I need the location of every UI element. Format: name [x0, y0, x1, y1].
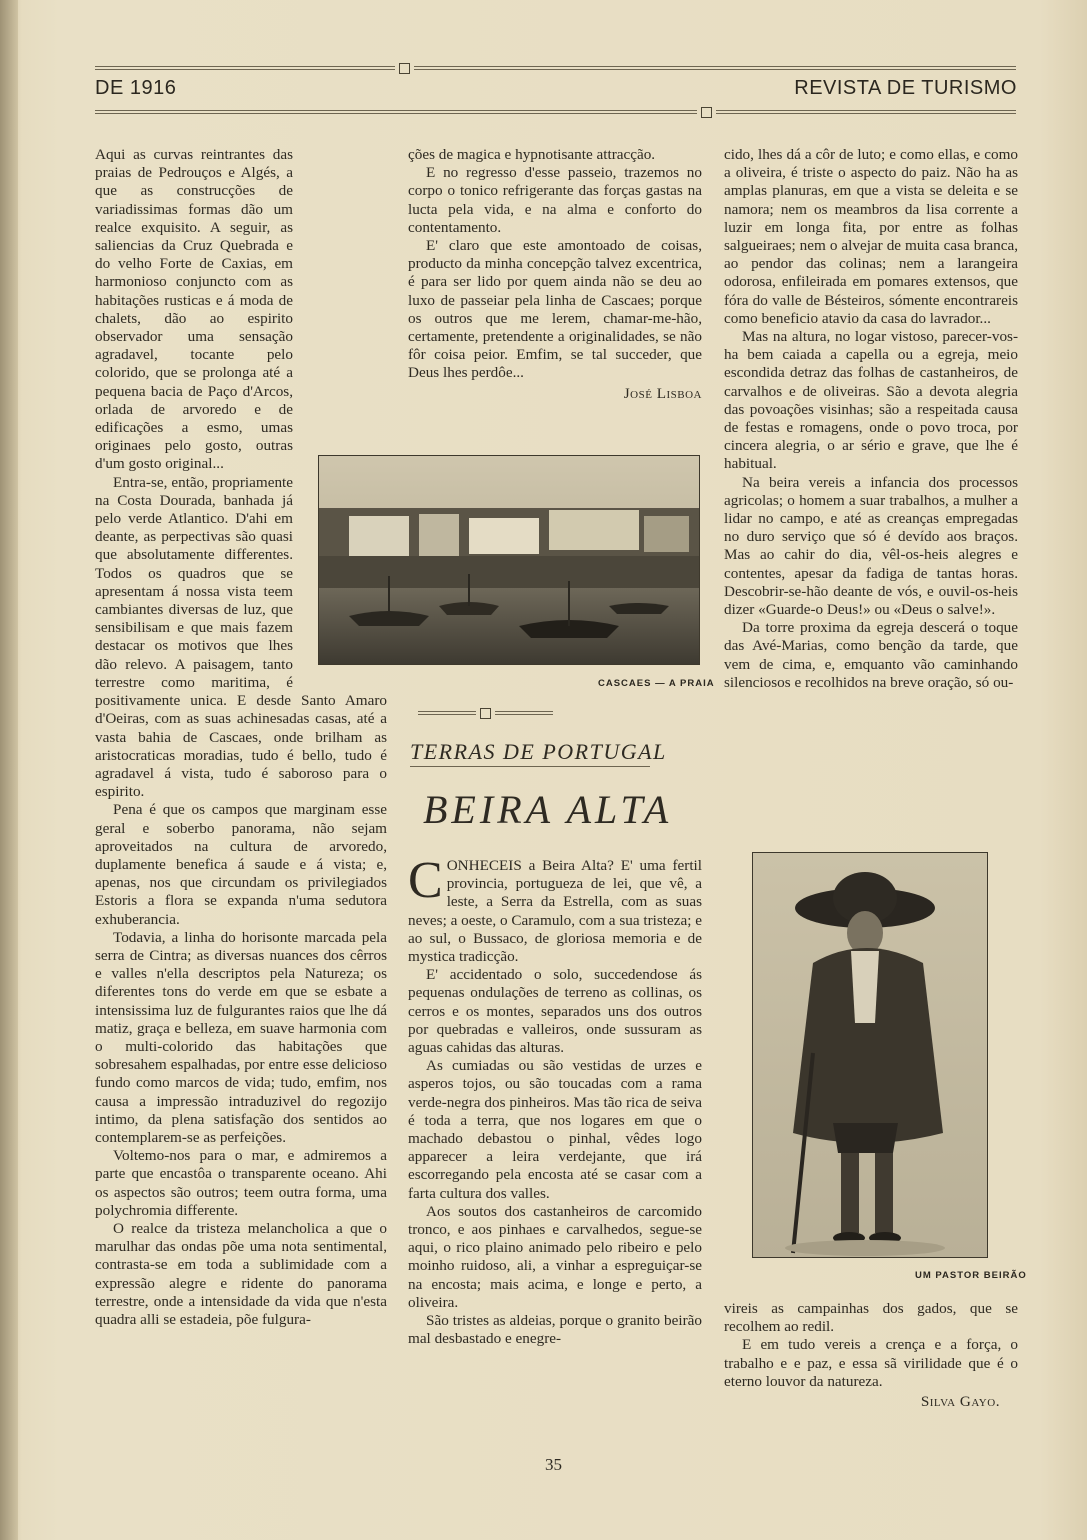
header-rule-top-right — [414, 66, 1016, 70]
beira-paragraph-2: E' accidentado o solo, succedendose ás pequenas ondulações de terreno as collinas, os cerros e os montes, separados uns dos outros por quebradas e valleiros, onde sussuram as aguas cahidas das alturas. — [408, 966, 702, 1057]
col2-paragraph-3: E' claro que este amontoado de coisas, producto da minha concepção talvez excentrica, é para ser lido por quem ainda não se deu ao luxo de passeiar pela linha de Cascaes; porque os outros que me lerem, chamar-me-hão, certamente, pretendente a originalidades, se não fôr coisa peior. Emfim, se tal succeder, que Deus lhes perdôe... — [408, 237, 702, 382]
header-ornament-top — [399, 63, 410, 74]
photo-pastor-beirao — [752, 852, 988, 1258]
col3-paragraph-1: cido, lhes dá a côr de luto; e como ellas, e como a oliveira, é triste o aspecto do paiz. Não ha as amplas planuras, em que a vista se deleita e se namora; nem os meambros da lisa corrente a luzir em longa fita, por entre as folhas salgueiraes; nem o alvejar de muita casa branca, ao pendor das colinas; nem a larangeira odorosa, enfileirada em pomares extensos, que fóra do valle de Bésteiros, sómente encontrareis como beneficio atavio da casa do lavrador... — [724, 146, 1018, 327]
col2-paragraph-2: E no regresso d'esse passeio, trazemos no corpo o tonico refrigerante das forças gastas na lucta pela vida, e na alma e conforto do contentamento. — [408, 164, 702, 236]
page-edge-shadow — [0, 0, 18, 1540]
beira-paragraph-3: As cumiadas ou são vestidas de urzes e asperos tojos, ou são toucadas com a rama verde-negra dos pinheiros. Mas tão rica de seiva é toda a terra, que nos logares em que o machado debastou o pinhal, vêdes logo apparecer a leira verdejante, que irá escorregando pela encosta até se casar com a farta cultura dos valles. — [408, 1057, 702, 1202]
divider-right — [495, 711, 553, 715]
col1-paragraph-6: O realce da tristeza melancholica a que o marulhar das ondas põe uma nota sentimental, contrasta-se em toda a sublimidade com a expressão alegre e ridente do panorama terrestre, onde a intensidade da vida que n'esta quadra alli se estadeia, põe fulgura- — [95, 1219, 387, 1328]
header-date: DE 1916 — [95, 77, 177, 99]
col3-paragraph-2: Mas na altura, no logar vistoso, parecer-vos-ha bem caiada a capella ou a egreja, meio escondida detraz das folhas de castanheiros, de carvalhos e de oliveiras. São a devota alegria das povoações visinhas; são a respeitada causa de festas e romagens, onde o povo troca, por cincera alegria, o ar sério e grave, que lhe é habitual. — [724, 328, 1018, 473]
col3-paragraph-4: Da torre proxima da egreja descerá o toque das Avé-Marias, como benção da tarde, que vem de cima, e, emquanto vão caminhando silenciosos e recolhidos na breve oração, só ou- — [724, 619, 1018, 691]
divider-left — [418, 711, 476, 715]
signature-silva-gayo: Silva Gayo. — [920, 1393, 1000, 1411]
column-1 — [95, 146, 387, 1436]
header-rule-top-left — [95, 66, 395, 70]
col3-paragraph-3: Na beira vereis a infancia dos processos agricolas; o homem a suar trabalhos, a mulher a lidar no campo, e até as creanças empregadas no duro serviço que só é devído aos braços. Mas ao cahir do dia, vêl-os-heis alegres e contentes, apesar da fadiga de tantas horas. Descobrir-se-hão deante de vós, e ouvil-os-heis dizer «Guarde-o Deus!» ou «Deus o salve!». — [724, 473, 1018, 619]
beira-paragraph-1: ONHECEIS a Beira Alta? E' uma fertil provincia, portugueza de lei, que vê, a leste, a Serra da Estrella, com as suas neves; a oeste, o Caramulo, com a sua tristeza; e ao sul, o Bussaco, de gloriosa memoria e de mystica tradicção. — [408, 857, 702, 966]
caption-pastor: UM PASTOR BEIRÃO — [915, 1270, 1027, 1281]
article-title: BEIRA ALTA — [423, 787, 673, 832]
col3-paragraph-5: vireis as campainhas dos gados, que se recolhem ao redil. — [724, 1300, 1018, 1336]
section-heading: TERRAS DE PORTUGAL — [410, 739, 667, 764]
divider-ornament — [480, 708, 491, 719]
col1-paragraph-4: Todavia, a linha do horisonte marcada pela serra de Cintra; as diversas nuances dos cêrros e valles n'ella descriptos pela Natureza; os diferentes tons do verde em que se esbate a intensissima luz de fulgurantes raios que lhe dá matiz, graça e belleza, em suave harmonia com o multi-colorido das habitações que sobresahem espalhadas, por entre esse delicioso fundo como marcos de vida; tudo, emfim, nos causa a impressão intraduzivel do regozijo intimo, da plena satisfação dos sentidos ao contemplarem-se as perfeições. — [95, 928, 387, 1146]
drop-cap: C — [408, 852, 443, 909]
header-title: REVISTA DE TURISMO — [794, 77, 1017, 99]
caption-cascaes: CASCAES — A PRAIA — [598, 678, 715, 689]
header-ornament-bottom — [701, 107, 712, 118]
column-2-top — [408, 146, 702, 403]
signature-jose-lisboa: José Lisboa — [623, 384, 702, 402]
col1-paragraph-1: Aqui as curvas reintrantes das praias de Pedrouços e Algés, a que as construcções de variadissimas formas dão um realce exquisito. A seguir, as saliencias da Cruz Quebrada e do velho Forte de Caxias, em harmonioso conjuncto com as habitações rusticas e á moda de chalets, dão ao espirito observador uma sensação agradavel, tocante pelo colorido, que se prolonga até a pequena bacia de Paço d'Arcos, orlada de arvoredo e de edificações a esmo, umas originaes pelo gosto, outras d'um gosto original... — [95, 146, 293, 473]
photo-cascaes-beach — [318, 455, 700, 665]
cascaes-illustration — [319, 456, 699, 664]
header-rule-bottom-left — [95, 110, 697, 114]
col1-paragraph-5: Voltemo-nos para o mar, e admiremos a parte que encastôa o transparente oceano. Ahi os aspectos são outros; teem outra forma, uma polychromia differente. — [95, 1147, 387, 1219]
col1-paragraph-2: Entra-se, então, propriamente na Costa Dourada, banhada já pelo verde Atlantico. D'ahi em deante, as perpectivas são quasi que absolutamente differentes. Todos os quadros que se apresentam á nossa vista teem cambiantes diversas de luz, que sensibilisam e que mais fazem destacar os motivos que lhes dão relevo. A paisagem, tanto terrestre como maritima, é positivamente unica. E desde Santo Amaro d'Oeiras, com as suas achinesadas casas, até a vasta bahia de Cascaes, onde brilham as aristocraticas moradias, tudo é bello, tudo é agradavel á vista, tudo é saboroso para o espirito. — [95, 473, 387, 801]
column-3-end — [724, 1300, 1018, 1411]
beira-paragraph-5: São tristes as aldeias, porque o granito beirão mal desbastado e enegre- — [408, 1312, 702, 1348]
beira-alta-column — [408, 852, 702, 1348]
column-3 — [724, 146, 1018, 692]
col2-paragraph-1: ções de magica e hypnotisante attracção. — [408, 146, 656, 163]
header-rule-bottom-right — [716, 110, 1016, 114]
shepherd-illustration — [753, 853, 987, 1257]
beira-paragraph-4: Aos soutos dos castanheiros de carcomido tronco, e aos pinhaes e carvalhedos, segue-se aqui, o rico plaino animado pelo ribeiro e pelo moinho ruidoso, ali, a vinhar a espreguiçar-se na encosta; mais acima, e longe e perto, a oliveira. — [408, 1202, 702, 1311]
col1-paragraph-3: Pena é que os campos que marginam esse geral e soberbo panorama, não sejam aproveitados na cultura de arvoredo, duplamente benefica á saude e á vista; e, apenas, nos que circundam os privilegiados Estoris a flora se expanda n'uma sedutora exhuberancia. — [95, 801, 387, 928]
page-number: 35 — [545, 1455, 562, 1474]
col3-paragraph-6: E em tudo vereis a crença e a força, o trabalho e e paz, e essa sã virilidade que é o eterno louvor da natureza. — [724, 1336, 1018, 1390]
section-underline — [410, 766, 650, 767]
